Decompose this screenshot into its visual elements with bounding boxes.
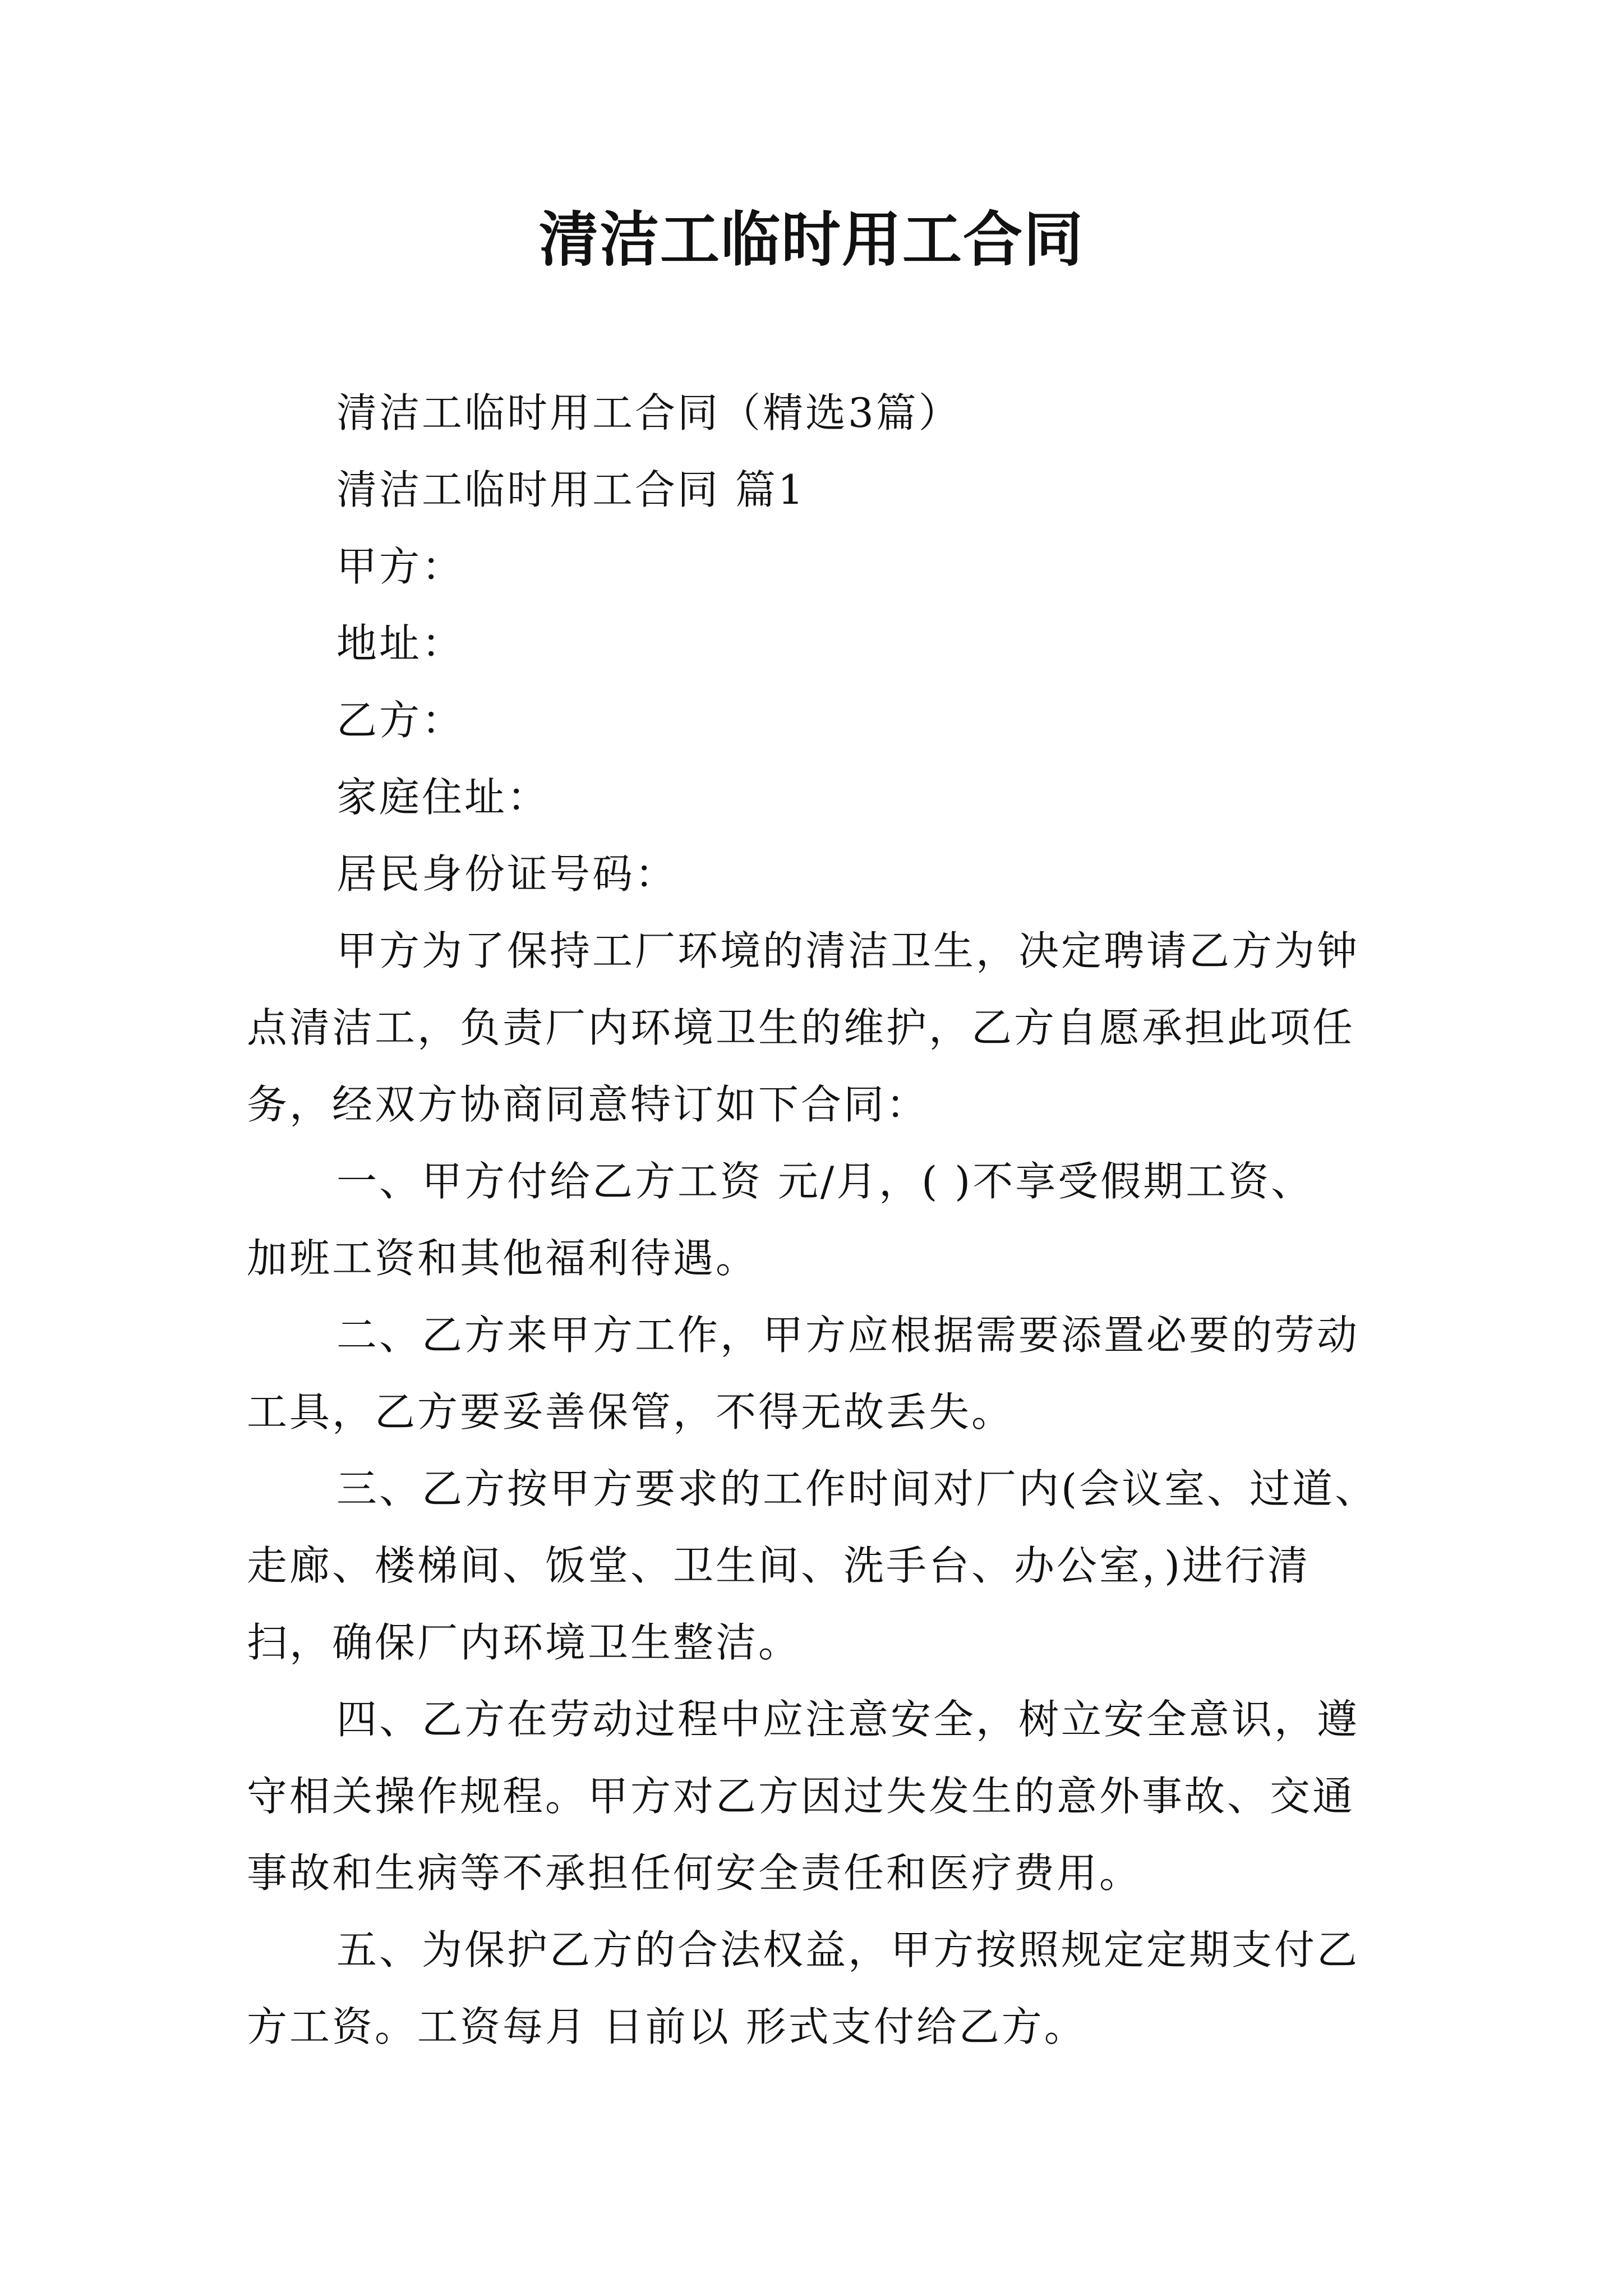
clause-3 [247,1451,1396,1681]
document-body [247,375,1396,2065]
paragraph-line: 加班工资和其他福利待遇。 [247,1235,759,1282]
paragraph-line: 点清洁工，负责厂内环境卫生的维护，乙方自愿承担此项任 [247,1004,1355,1051]
paragraph-line: 三、乙方按甲方要求的工作时间对厂内(会议室、过道、 [336,1465,1378,1512]
paragraph-line: 事故和生病等不承担任何安全责任和医疗费用。 [247,1849,1142,1897]
paragraph-line: 工具，乙方要妥善保管，不得无故丢失。 [247,1388,1015,1435]
clause-1 [247,1143,1396,1297]
paragraph-line: 五、为保护乙方的合法权益，甲方按照规定定期支付乙 [336,1926,1360,1973]
party-b-label: 乙方： [336,697,465,744]
paragraph-line: 走廊、楼梯间、饭堂、卫生间、洗手台、办公室，)进行清 [247,1542,1311,1589]
subtitle-line: 清洁工临时用工合同（精选3篇） [336,389,961,436]
clause-4 [247,1681,1396,1912]
document-title: 清洁工临时用工合同 [539,204,1084,274]
paragraph-line: 守相关操作规程。甲方对乙方因过失发生的意外事故、交通 [247,1773,1355,1820]
clause-2 [247,1297,1396,1451]
paragraph-line: 一、甲方付给乙方工资 元/月，( )不享受假期工资、 [336,1158,1314,1205]
paragraph-line: 务，经双方协商同意特订如下合同： [247,1081,929,1128]
paragraph-line: 甲方为了保持工厂环境的清洁卫生，决定聘请乙方为钟 [336,927,1360,974]
section-heading: 清洁工临时用工合同 篇1 [336,466,806,513]
paragraph-line: 扫，确保厂内环境卫生整洁。 [247,1619,801,1666]
home-address-label: 家庭住址： [336,774,550,821]
paragraph-intro [247,913,1396,1143]
clause-5 [247,1912,1396,2065]
paragraph-line: 方工资。工资每月 日前以 形式支付给乙方。 [247,2003,1087,2050]
id-number-label: 居民身份证号码： [336,850,678,898]
paragraph-line: 四、乙方在劳动过程中应注意安全，树立安全意识，遵 [336,1696,1360,1743]
address-label: 地址： [336,620,465,667]
paragraph-line: 二、乙方来甲方工作，甲方应根据需要添置必要的劳动 [336,1312,1360,1359]
party-a-label: 甲方： [336,543,465,590]
